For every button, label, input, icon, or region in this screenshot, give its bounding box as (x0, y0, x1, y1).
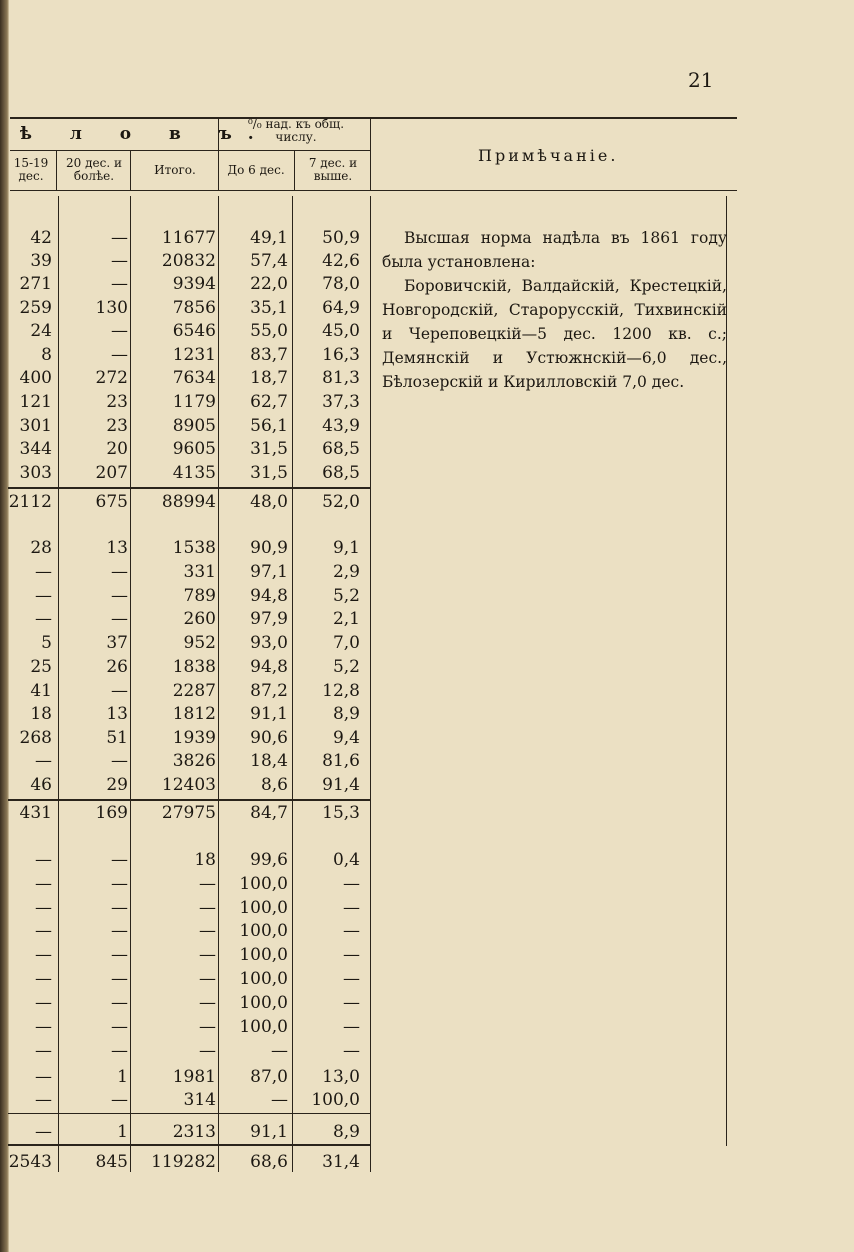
col-total-header: Итого. (154, 163, 196, 177)
table-cell: — (199, 1017, 216, 1037)
table-cell: 272 (95, 368, 128, 388)
table-cell: 9,1 (332, 538, 360, 558)
table-row (0, 367, 370, 389)
table-cell: 68,5 (322, 439, 360, 459)
table-cell: 27975 (161, 803, 216, 823)
table-cell: 18,7 (250, 368, 288, 388)
table-cell: 16,3 (322, 345, 360, 365)
note-title: Примѣчаніе. (478, 146, 619, 165)
table-cell: 24 (30, 321, 52, 341)
group-rule (8, 487, 370, 489)
table-cell: 5,2 (332, 657, 360, 677)
table-row (0, 344, 370, 366)
table-row (0, 491, 370, 513)
table-cell: 130 (95, 298, 128, 318)
table-row (0, 1151, 370, 1173)
table-cell: 9394 (172, 274, 216, 294)
table-cell: — (343, 945, 360, 965)
table-cell: 37,3 (322, 392, 360, 412)
table-cell: 83,7 (250, 345, 288, 365)
table-cell: 5,2 (332, 586, 360, 606)
table-cell: 20 (106, 439, 128, 459)
table-cell: 90,6 (250, 728, 288, 748)
table-cell: 12403 (161, 775, 216, 795)
column-rule (370, 196, 371, 1172)
table-cell: — (343, 993, 360, 1013)
table-cell: 2287 (172, 681, 216, 701)
table-cell: 1981 (172, 1067, 216, 1087)
table-cell: — (199, 969, 216, 989)
table-cell: — (111, 751, 128, 771)
table-cell: — (35, 874, 52, 894)
table-cell: 31,5 (250, 463, 288, 483)
table-cell: 0,4 (332, 850, 360, 870)
table-cell: 2112 (8, 492, 52, 512)
table-row (0, 992, 370, 1014)
table-cell: 51 (106, 728, 128, 748)
table-cell: 1812 (172, 704, 216, 724)
table-row (0, 944, 370, 966)
table-cell: 259 (19, 298, 52, 318)
table-cell: 31,5 (250, 439, 288, 459)
table-row (0, 1016, 370, 1038)
table-cell: 50,9 (322, 228, 360, 248)
table-row (0, 462, 370, 484)
table-cell: 57,4 (250, 251, 288, 271)
table-cell: 42 (30, 228, 52, 248)
table-cell: 23 (106, 416, 128, 436)
table-cell: — (35, 850, 52, 870)
table-cell: 8,9 (332, 704, 360, 724)
table-row (0, 585, 370, 607)
table-cell: 303 (19, 463, 52, 483)
table-cell: 52,0 (322, 492, 360, 512)
table-cell: — (111, 562, 128, 582)
table-cell: — (343, 874, 360, 894)
table-cell: — (35, 898, 52, 918)
total-rule (8, 1144, 370, 1146)
table-cell: — (111, 993, 128, 1013)
table-cell: — (111, 850, 128, 870)
header-divider (294, 150, 295, 190)
table-row (0, 656, 370, 678)
table-cell: — (35, 609, 52, 629)
table-cell: 8,9 (332, 1122, 360, 1142)
table-row (0, 608, 370, 630)
table-cell: 789 (183, 586, 216, 606)
table-cell: 39 (30, 251, 52, 271)
table-row (0, 320, 370, 342)
table-cell: — (111, 251, 128, 271)
table-cell: 8905 (172, 416, 216, 436)
table-cell: 90,9 (250, 538, 288, 558)
note-paragraph: Высшая норма надѣла въ 1861 году была установлена: (382, 229, 727, 271)
percent-group-header: ⁰/₀ над. къ общ. числу. (247, 117, 345, 144)
page-number: 21 (688, 68, 714, 92)
table-cell: — (111, 609, 128, 629)
table-cell: 3826 (172, 751, 216, 771)
table-cell: 45,0 (322, 321, 360, 341)
table-cell: 91,1 (250, 704, 288, 724)
table-cell: 100,0 (239, 969, 288, 989)
table-cell: 207 (95, 463, 128, 483)
table-cell: 94,8 (250, 586, 288, 606)
table-cell: 301 (19, 416, 52, 436)
table-cell: 2,1 (332, 609, 360, 629)
table-cell: — (343, 969, 360, 989)
table-cell: 1838 (172, 657, 216, 677)
table-cell: — (199, 921, 216, 941)
table-cell: 46 (30, 775, 52, 795)
table-cell: 43,9 (322, 416, 360, 436)
table-cell: 314 (183, 1090, 216, 1110)
table-cell: 7,0 (332, 633, 360, 653)
table-cell: 1231 (172, 345, 216, 365)
table-cell: 68,6 (250, 1152, 288, 1172)
table-cell: — (343, 898, 360, 918)
table-cell: 5 (41, 633, 52, 653)
table-row (0, 849, 370, 871)
table-row (0, 1089, 370, 1111)
table-cell: 13,0 (322, 1067, 360, 1087)
table-cell: 100,0 (239, 921, 288, 941)
table-cell: 100,0 (311, 1090, 360, 1110)
note-paragraph: Боровичскій, Валдайскій, Крестецкій, Новгородскій, Старорусскій, Тихвинскій и Череповецкій—5 дес. 1200 кв. с.; Демянскій и Устюжнскій—6,0 дес., Бѣлозерскій и Кирилловскій 7,0 дес. (382, 277, 727, 391)
table-row (0, 920, 370, 942)
table-cell: — (111, 681, 128, 701)
table-cell: 119282 (151, 1152, 216, 1172)
table-cell: 87,0 (250, 1067, 288, 1087)
table-cell: 91,1 (250, 1122, 288, 1142)
table-cell: — (111, 321, 128, 341)
table-cell: 48,0 (250, 492, 288, 512)
table-cell: 62,7 (250, 392, 288, 412)
table-cell: 91,4 (322, 775, 360, 795)
table-cell: 1 (117, 1067, 128, 1087)
table-row (0, 561, 370, 583)
table-cell: 93,0 (250, 633, 288, 653)
table-cell: 100,0 (239, 945, 288, 965)
group-rule (8, 799, 370, 801)
table-cell: — (111, 1041, 128, 1061)
table-cell: 37 (106, 633, 128, 653)
table-cell: — (199, 874, 216, 894)
table-cell: — (343, 1041, 360, 1061)
header-divider (130, 150, 131, 190)
table-row (0, 680, 370, 702)
col-15-19-header: 15-19 дес. (13, 156, 49, 183)
table-cell: — (111, 228, 128, 248)
col-upto6-header: До 6 дес. (227, 163, 285, 177)
table-row (0, 1040, 370, 1062)
table-row (0, 774, 370, 796)
table-cell: — (111, 921, 128, 941)
table-cell: 49,1 (250, 228, 288, 248)
table-cell: 41 (30, 681, 52, 701)
table-cell: — (35, 969, 52, 989)
table-cell: 7856 (172, 298, 216, 318)
table-cell: 6546 (172, 321, 216, 341)
table-cell: 9,4 (332, 728, 360, 748)
table-cell: 22,0 (250, 274, 288, 294)
table-cell: 331 (183, 562, 216, 582)
table-cell: 28 (30, 538, 52, 558)
table-cell: 12,8 (322, 681, 360, 701)
table-cell: 13 (106, 538, 128, 558)
table-row (0, 250, 370, 272)
table-cell: 9605 (172, 439, 216, 459)
table-cell: — (199, 945, 216, 965)
group-title: ѣ л о в ъ. (20, 124, 270, 144)
table-cell: 25 (30, 657, 52, 677)
table-cell: — (199, 993, 216, 1013)
table-cell: — (111, 874, 128, 894)
table-cell: 100,0 (239, 993, 288, 1013)
table-cell: — (111, 274, 128, 294)
table-cell: 100,0 (239, 898, 288, 918)
table-cell: 11677 (161, 228, 216, 248)
table-cell: 2543 (8, 1152, 52, 1172)
table-row (0, 537, 370, 559)
table-row (0, 227, 370, 249)
table-cell: 268 (19, 728, 52, 748)
header-bottom-rule (10, 190, 737, 191)
table-row (0, 968, 370, 990)
table-cell: 88994 (161, 492, 216, 512)
table-cell: 400 (19, 368, 52, 388)
table-cell: 31,4 (322, 1152, 360, 1172)
table-cell: 7634 (172, 368, 216, 388)
note-text (382, 226, 727, 394)
table-cell: 87,2 (250, 681, 288, 701)
table-cell: 100,0 (239, 874, 288, 894)
table-cell: 26 (106, 657, 128, 677)
table-cell: 97,1 (250, 562, 288, 582)
table-cell: 1939 (172, 728, 216, 748)
table-cell: — (35, 1122, 52, 1142)
table-cell: 2,9 (332, 562, 360, 582)
table-cell: — (111, 969, 128, 989)
header-top-rule (10, 117, 737, 119)
table-cell: 13 (106, 704, 128, 724)
table-row (0, 438, 370, 460)
table-cell: — (35, 945, 52, 965)
table-cell: 169 (95, 803, 128, 823)
table-cell: 271 (19, 274, 52, 294)
table-cell: 81,3 (322, 368, 360, 388)
table-row (0, 297, 370, 319)
table-cell: 18 (30, 704, 52, 724)
table-cell: 23 (106, 392, 128, 412)
table-cell: 675 (95, 492, 128, 512)
table-cell: 952 (183, 633, 216, 653)
table-cell: 97,9 (250, 609, 288, 629)
table-row (0, 273, 370, 295)
header-divider (370, 117, 371, 190)
table-row (0, 632, 370, 654)
header-mid-rule (10, 150, 370, 151)
table-cell: 100,0 (239, 1017, 288, 1037)
table-cell: 8,6 (260, 775, 288, 795)
table-cell: — (35, 993, 52, 1013)
table-cell: 1179 (172, 392, 216, 412)
table-cell: — (111, 898, 128, 918)
table-cell: 29 (106, 775, 128, 795)
col-7-more-header: 7 дес. и выше. (308, 156, 358, 183)
table-cell: 845 (95, 1152, 128, 1172)
table-row (0, 415, 370, 437)
table-cell: 81,6 (322, 751, 360, 771)
table-cell: 84,7 (250, 803, 288, 823)
table-cell: 260 (183, 609, 216, 629)
table-cell: 99,6 (250, 850, 288, 870)
table-cell: — (111, 1017, 128, 1037)
table-row (0, 802, 370, 824)
table-row (0, 727, 370, 749)
table-cell: 35,1 (250, 298, 288, 318)
table-cell: 1 (117, 1122, 128, 1142)
table-cell: — (35, 1041, 52, 1061)
table-row (0, 1066, 370, 1088)
table-row (0, 391, 370, 413)
table-cell: 18 (194, 850, 216, 870)
table-cell: 94,8 (250, 657, 288, 677)
table-cell: — (111, 586, 128, 606)
table-row (0, 897, 370, 919)
table-cell: 56,1 (250, 416, 288, 436)
table-cell: 68,5 (322, 463, 360, 483)
table-cell: 4135 (172, 463, 216, 483)
table-cell: 431 (19, 803, 52, 823)
table-cell: — (271, 1041, 288, 1061)
table-cell: — (35, 562, 52, 582)
table-cell: 121 (19, 392, 52, 412)
col-20-more-header: 20 дес. и болѣе. (66, 156, 122, 183)
table-row (0, 750, 370, 772)
table-cell: — (35, 1017, 52, 1037)
table-cell: — (111, 1090, 128, 1110)
table-cell: 64,9 (322, 298, 360, 318)
table-cell: 8 (41, 345, 52, 365)
table-cell: 15,3 (322, 803, 360, 823)
table-cell: 2313 (172, 1122, 216, 1142)
table-row (0, 703, 370, 725)
group-rule (8, 1113, 370, 1114)
table-cell: — (35, 921, 52, 941)
table-row (0, 873, 370, 895)
table-row (0, 1121, 370, 1143)
table-cell: 78,0 (322, 274, 360, 294)
table-cell: 20832 (161, 251, 216, 271)
table-cell: — (35, 1067, 52, 1087)
table-cell: 55,0 (250, 321, 288, 341)
table-cell: — (199, 898, 216, 918)
table-cell: — (35, 586, 52, 606)
table-cell: — (271, 1090, 288, 1110)
header-divider (56, 150, 57, 190)
table-cell: — (35, 1090, 52, 1110)
table-cell: 1538 (172, 538, 216, 558)
table-cell: — (111, 345, 128, 365)
table-cell: — (199, 1041, 216, 1061)
table-cell: — (111, 945, 128, 965)
table-cell: 344 (19, 439, 52, 459)
table-cell: — (343, 921, 360, 941)
table-cell: 18,4 (250, 751, 288, 771)
table-cell: 42,6 (322, 251, 360, 271)
table-cell: — (343, 1017, 360, 1037)
table-cell: — (35, 751, 52, 771)
